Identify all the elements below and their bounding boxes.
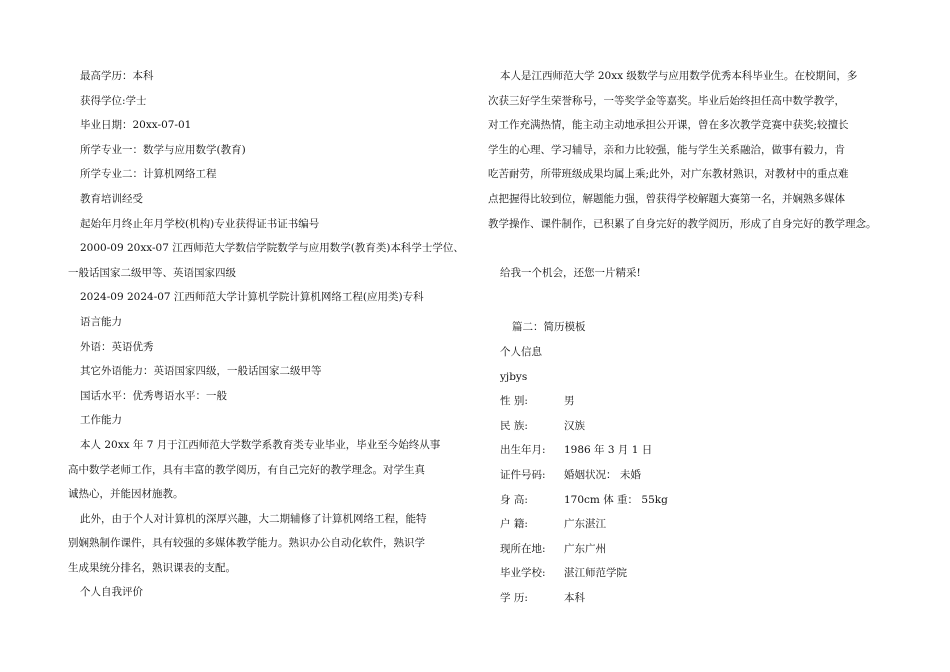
- field-gender: [488, 389, 888, 414]
- field-label: 证件号码:: [500, 468, 546, 481]
- info-title: 个人信息: [500, 345, 542, 358]
- text-line: 最高学历：本科: [80, 70, 154, 82]
- field-label: 出生年月:: [500, 444, 546, 457]
- text-line: 本人 20xx 年 7 月于江西师范大学数学系教育类专业毕业，毕业至今始终从事: [80, 438, 441, 451]
- text-line: 学生的心理、学习辅导，亲和力比较强，能与学生关系融洽，做事有毅力，肯: [488, 143, 845, 156]
- section-heading: 教育培训经受: [80, 192, 143, 205]
- text-line: 所学专业一：数学与应用数学(教育): [80, 143, 246, 156]
- text-line: 此外，由于个人对计算机的深厚兴趣，大二期辅修了计算机网络工程，能特: [80, 512, 427, 525]
- left-column: [68, 64, 473, 605]
- field-value: 广东广州: [564, 542, 606, 555]
- text-line: 教学操作、课件制作，已积累了自身完好的教学阅历，形成了自身完好的教学理念。: [488, 217, 877, 230]
- text-line: 毕业日期：20xx-07-01: [80, 119, 192, 132]
- text-line: 次获三好学生荣誉称号，一等奖学金等嘉奖。毕业后始终担任高中数学教学，: [488, 94, 845, 107]
- field-school: [488, 561, 888, 586]
- field-label: 毕业学校:: [500, 567, 546, 580]
- text-line: 其它外语能力：英语国家四级，一般话国家二级甲等: [80, 365, 322, 378]
- field-label: 民 族:: [500, 419, 528, 432]
- field-ethnicity: [488, 414, 888, 439]
- name-line: yjbys: [500, 370, 528, 383]
- field-household: [488, 512, 888, 537]
- text-line: 别娴熟制作课件，具有较强的多媒体教学能力。熟识办公自动化软件，熟识学: [68, 537, 425, 550]
- section-heading: 语言能力: [80, 315, 122, 328]
- text-line: 生成果统分排名，熟识课表的支配。: [68, 561, 236, 574]
- field-id-number: [488, 463, 888, 488]
- text-line: 诚热心，并能因材施教。: [68, 488, 184, 501]
- field-value: 汉族: [564, 419, 585, 432]
- field-label: 户 籍:: [500, 518, 528, 531]
- text-line: 2000-09 20xx-07 江西师范大学数信学院数学与应用数学(教育类)本科学士学位、: [80, 242, 464, 255]
- right-column: [488, 64, 888, 610]
- text-line: 起始年月终止年月学校(机构)专业获得证书证书编号: [80, 217, 320, 230]
- field-label: 学 历:: [500, 591, 528, 604]
- text-line: 国话水平：优秀粤语水平：一般: [80, 389, 227, 402]
- text-line: 高中数学老师工作，具有丰富的教学阅历，有自己完好的教学理念。对学生真: [68, 463, 425, 476]
- text-line: 获得学位:学士: [80, 94, 147, 107]
- field-value: 湛江师范学院: [564, 567, 627, 580]
- field-value: 婚姻状况： 未婚: [564, 468, 641, 481]
- field-education: [488, 586, 888, 611]
- closing-line: 给我一个机会，还您一片精采!: [500, 266, 641, 279]
- text-line: 外语：英语优秀: [80, 340, 154, 353]
- section-title: 篇二：简历模板: [512, 321, 586, 334]
- text-line: 所学专业二：计算机网络工程: [80, 168, 217, 181]
- field-label: 身 高:: [500, 493, 528, 506]
- field-value: 1986 年 3 月 1 日: [564, 444, 653, 457]
- field-birthdate: [488, 438, 888, 463]
- field-value: 广东湛江: [564, 518, 606, 531]
- text-line: 对工作充满热情，能主动主动地承担公开课，曾在多次教学竞赛中获奖;较擅长: [488, 119, 849, 132]
- section-heading: 个人自我评价: [80, 586, 143, 599]
- field-label: 性 别:: [500, 395, 528, 408]
- field-value: 170cm 体 重： 55kg: [564, 493, 668, 506]
- text-line: 点把握得比较到位，解题能力强，曾获得学校解题大赛第一名，并娴熟多媒体: [488, 192, 845, 205]
- section-heading: 工作能力: [80, 414, 122, 427]
- text-line: 本人是江西师范大学 20xx 级数学与应用数学优秀本科毕业生。在校期间，多: [500, 70, 858, 82]
- field-value: 男: [564, 395, 575, 408]
- text-line: 一般话国家二级甲等、英语国家四级: [68, 266, 236, 279]
- field-location: [488, 537, 888, 562]
- field-height-weight: [488, 488, 888, 513]
- text-line: 2024-09 2024-07 江西师范大学计算机学院计算机网络工程(应用类)专科: [80, 291, 424, 304]
- text-line: 吃苦耐劳，所带班级成果均属上乘;此外，对广东教材熟识，对教材中的重点难: [488, 168, 849, 181]
- field-label: 现所在地:: [500, 542, 546, 555]
- field-value: 本科: [564, 591, 585, 604]
